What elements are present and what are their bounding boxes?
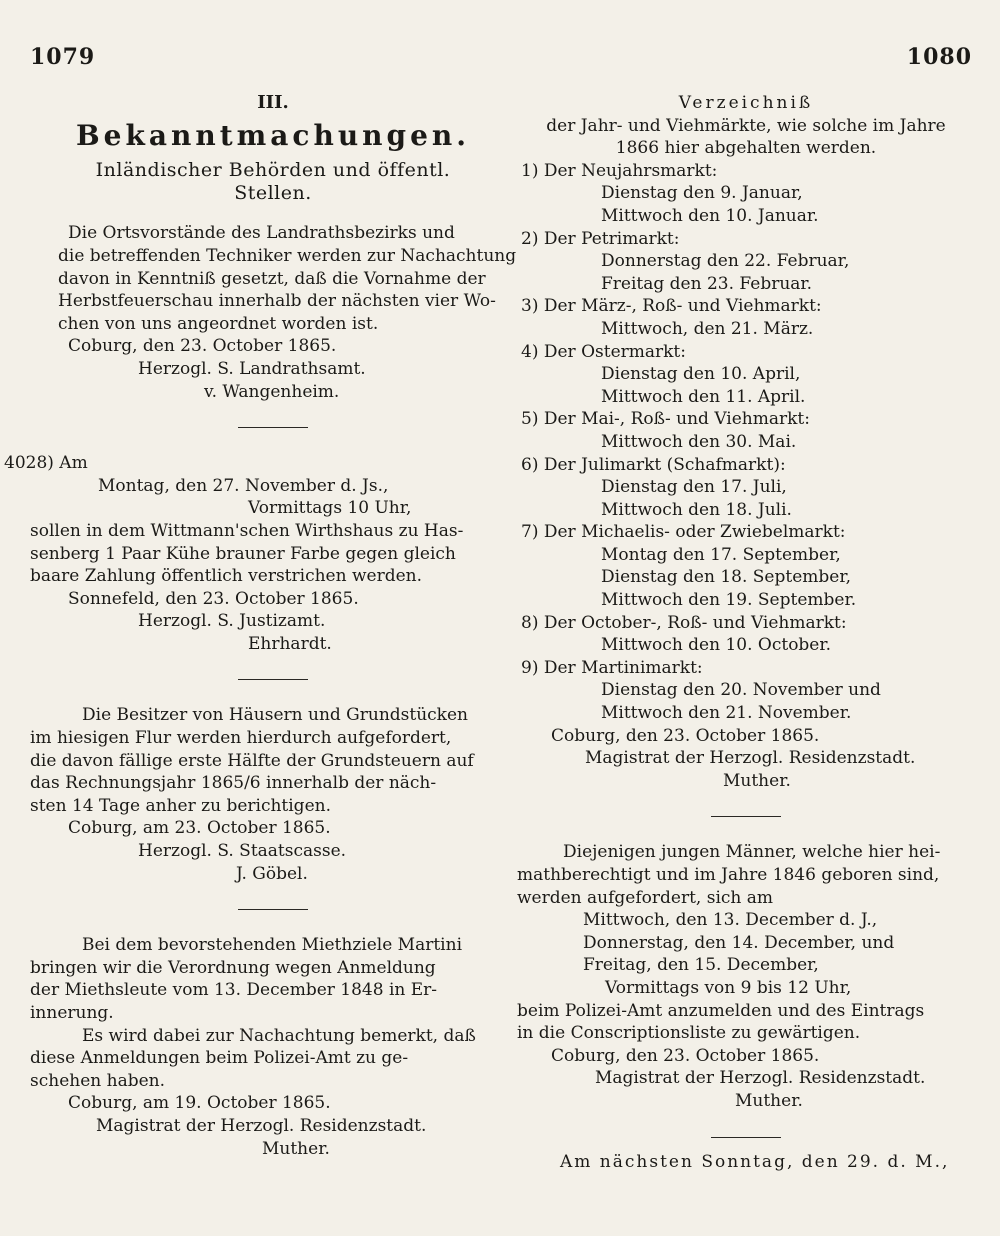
notice-line: die davon fällige erste Hälfte der Grundsteuern auf xyxy=(30,750,474,771)
notice-line: die betreffenden Techniker werden zur Nachachtung xyxy=(58,245,517,266)
divider xyxy=(711,1137,781,1138)
market-head: 4) Der Ostermarkt: xyxy=(521,341,686,362)
market-date: Mittwoch den 21. November. xyxy=(601,703,852,724)
list-title: Verzeichniß xyxy=(678,93,814,113)
notice-line: Bei dem bevorstehenden Miethziele Martini xyxy=(82,935,463,956)
market-date: Dienstag den 18. September, xyxy=(601,567,851,588)
place-date: Sonnefeld, den 23. October 1865. xyxy=(68,588,359,609)
market-head: 9) Der Martinimarkt: xyxy=(521,657,703,678)
market-date: Mittwoch den 18. Juli. xyxy=(601,499,792,520)
notice-line: diese Anmeldungen beim Polizei-Amt zu ge- xyxy=(30,1048,409,1069)
notice-landrathsamt xyxy=(58,222,517,403)
notice-line: senberg 1 Paar Kühe brauner Farbe gegen gleich xyxy=(30,543,456,564)
market-date: Freitag den 23. Februar. xyxy=(601,273,813,294)
signature: Ehrhardt. xyxy=(248,633,332,654)
list-intro-line: der Jahr- und Viehmärkte, wie solche im Jahre xyxy=(546,115,946,136)
notice-line: Diejenigen jungen Männer, welche hier hei- xyxy=(563,842,941,863)
section-number: III. xyxy=(257,92,289,113)
market-date: Mittwoch den 19. September. xyxy=(601,590,857,611)
market-head: 8) Der October-, Roß- und Viehmarkt: xyxy=(521,612,847,633)
market-item xyxy=(517,657,975,725)
market-item xyxy=(517,341,975,409)
notice-line: schehen haben. xyxy=(30,1070,165,1091)
market-head: 3) Der März-, Roß- und Viehmarkt: xyxy=(521,296,822,317)
market-date: Mittwoch den 11. April. xyxy=(601,386,806,407)
signature: Muther. xyxy=(735,1090,803,1111)
notice-conscription xyxy=(517,841,975,1112)
notice-line: Es wird dabei zur Nachachtung bemerkt, daß xyxy=(82,1025,476,1046)
place-date: Coburg, den 23. October 1865. xyxy=(68,336,337,357)
notice-line: das Rechnungsjahr 1865/6 innerhalb der näch- xyxy=(30,773,437,794)
authority: Magistrat der Herzogl. Residenzstadt. xyxy=(96,1115,427,1136)
market-date: Mittwoch den 30. Mai. xyxy=(601,431,797,452)
notice-line: beim Polizei-Amt anzumelden und des Eintrags xyxy=(517,1000,925,1021)
date-line: Montag, den 27. November d. Js., xyxy=(98,475,389,496)
divider xyxy=(711,816,781,817)
place-date: Coburg, am 23. October 1865. xyxy=(68,818,331,839)
notice-line: Die Besitzer von Häusern und Grundstücken xyxy=(82,705,468,726)
notice-line: baare Zahlung öffentlich verstrichen werden. xyxy=(30,566,422,587)
section-title: Bekanntmachungen. xyxy=(75,118,471,152)
market-item xyxy=(517,521,975,611)
notice-line: davon in Kenntniß gesetzt, daß die Vornahme der xyxy=(58,268,486,289)
market-date: Dienstag den 20. November und xyxy=(601,680,881,701)
notice-line: sollen in dem Wittmann'schen Wirthshaus zu Has- xyxy=(30,520,464,541)
market-date: Mittwoch, den 21. März. xyxy=(601,318,814,339)
market-date: Mittwoch den 10. Januar. xyxy=(601,205,819,226)
signature: v. Wangenheim. xyxy=(204,381,340,402)
notice-4028 xyxy=(4,452,488,655)
notice-line: innerung. xyxy=(30,1003,114,1023)
divider xyxy=(238,909,308,910)
market-head: 1) Der Neujahrsmarkt: xyxy=(521,160,718,181)
signature: Muther. xyxy=(262,1138,330,1159)
market-date: Dienstag den 10. April, xyxy=(601,364,801,385)
market-date: Dienstag den 17. Juli, xyxy=(601,477,787,498)
market-date: Donnerstag den 22. Februar, xyxy=(601,251,850,272)
notice-line: sten 14 Tage anher zu berichtigen. xyxy=(30,795,331,816)
left-column xyxy=(4,92,517,1160)
notice-line: Die Ortsvorstände des Landrathsbezirks und xyxy=(68,223,455,244)
market-date: Mittwoch den 10. October. xyxy=(601,635,832,656)
market-date: Dienstag den 9. Januar, xyxy=(601,183,803,204)
market-head: 2) Der Petrimarkt: xyxy=(521,228,680,249)
notice-line: mathberechtigt und im Jahre 1846 geboren sind, xyxy=(517,865,940,885)
divider xyxy=(238,679,308,680)
authority: Herzogl. S. Staatscasse. xyxy=(138,841,347,862)
market-date: Montag den 17. September, xyxy=(601,544,841,565)
place-date: Coburg, den 23. October 1865. xyxy=(551,725,820,746)
notice-line: der Miethsleute vom 13. December 1848 in Er- xyxy=(30,980,438,1001)
authority: Magistrat der Herzogl. Residenzstadt. xyxy=(585,748,916,769)
market-item xyxy=(517,408,975,453)
date-line: Freitag, den 15. December, xyxy=(583,955,819,976)
list-intro-line: 1866 hier abgehalten werden. xyxy=(615,138,877,159)
page-number-right: 1080 xyxy=(906,44,972,70)
market-item xyxy=(517,612,975,657)
time-line: Vormittags 10 Uhr, xyxy=(248,498,412,519)
place-date: Coburg, den 23. October 1865. xyxy=(551,1045,820,1066)
market-list xyxy=(517,160,975,725)
divider xyxy=(238,427,308,428)
market-head: 6) Der Julimarkt (Schafmarkt): xyxy=(521,454,786,475)
market-head: 5) Der Mai-, Roß- und Viehmarkt: xyxy=(521,409,810,430)
signature: Muther. xyxy=(723,770,791,791)
place-date: Coburg, am 19. October 1865. xyxy=(68,1093,331,1114)
continuation-line: Am nächsten Sonntag, den 29. d. M., xyxy=(560,1152,950,1172)
right-column xyxy=(517,92,975,1162)
date-line: Mittwoch, den 13. December d. J., xyxy=(583,910,878,931)
time-line: Vormittags von 9 bis 12 Uhr, xyxy=(605,977,852,998)
notice-line: bringen wir die Verordnung wegen Anmeldung xyxy=(30,957,436,978)
notice-line: in die Conscriptionsliste zu gewärtigen. xyxy=(517,1023,861,1044)
market-item xyxy=(517,454,975,522)
market-item xyxy=(517,295,975,340)
signature: J. Göbel. xyxy=(236,863,308,884)
section-subtitle: Inländischer Behörden und öffentl. Stellen. xyxy=(95,159,451,204)
authority: Herzogl. S. Landrathsamt. xyxy=(138,358,366,379)
authority: Herzogl. S. Justizamt. xyxy=(138,611,326,632)
notice-miethziele xyxy=(30,934,488,1160)
market-item xyxy=(517,160,975,228)
page-number-left: 1079 xyxy=(30,44,96,70)
notice-line: im hiesigen Flur werden hierdurch aufgefordert, xyxy=(30,728,452,749)
notice-line: chen von uns angeordnet worden ist. xyxy=(58,313,379,334)
notice-line: Herbstfeuerschau innerhalb der nächsten vier Wo- xyxy=(58,291,496,312)
authority: Magistrat der Herzogl. Residenzstadt. xyxy=(595,1068,926,1089)
market-item xyxy=(517,228,975,296)
date-line: Donnerstag, den 14. December, und xyxy=(583,932,895,953)
notice-staatscasse xyxy=(30,704,488,885)
notice-number: 4028) Am xyxy=(4,453,88,474)
notice-line: werden aufgefordert, sich am xyxy=(517,887,774,908)
market-head: 7) Der Michaelis- oder Zwiebelmarkt: xyxy=(521,522,846,543)
